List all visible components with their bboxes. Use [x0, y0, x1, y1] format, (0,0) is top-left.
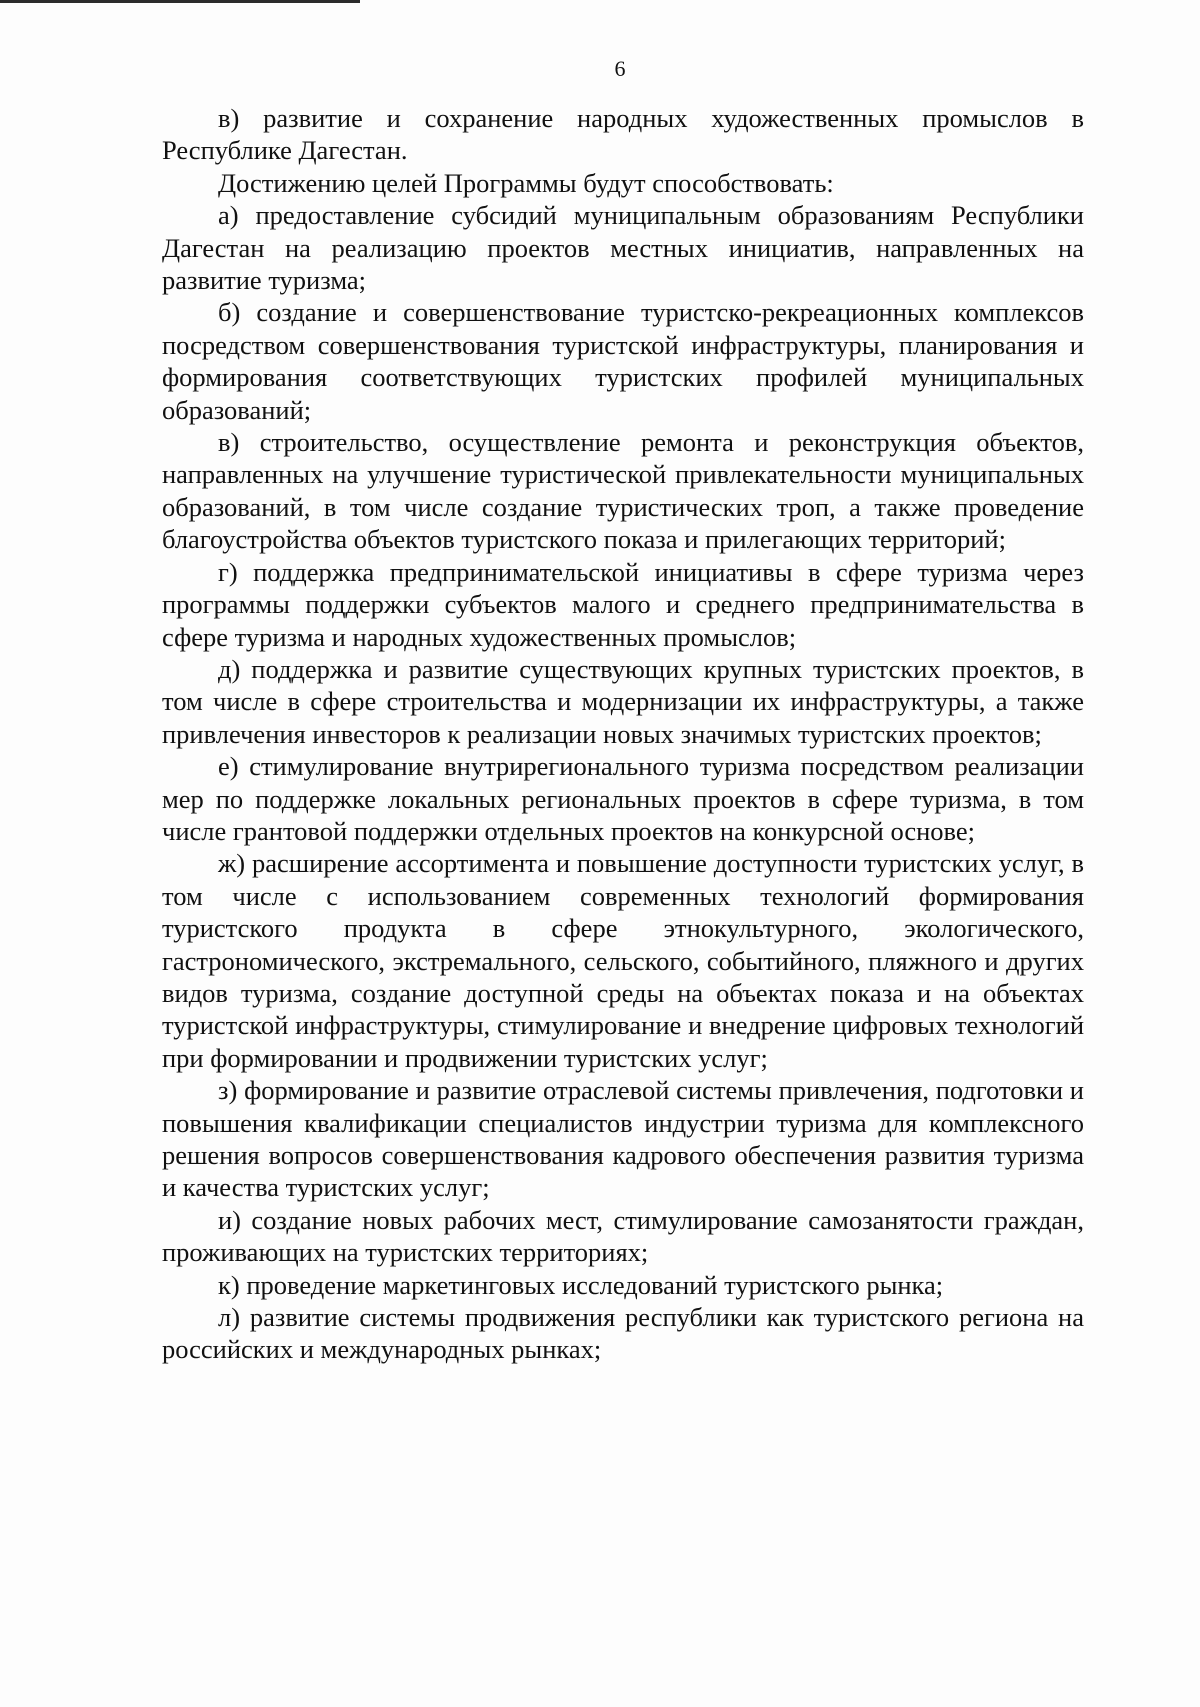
- paragraph: д) поддержка и развитие существующих крупных туристских проектов, в том числе в сфере строительства и модернизации их инфраструктуры, а также привлечения инвесторов к реализации новых значимых туристских проектов;: [162, 653, 1084, 749]
- paragraph: в) развитие и сохранение народных художественных промыслов в Республике Дагестан.: [162, 103, 1084, 166]
- paragraph: л) развитие системы продвижения республики как туристского региона на российских и международных рынках;: [162, 1302, 1084, 1365]
- paragraph: г) поддержка предпринимательской инициативы в сфере туризма через программы поддержки субъектов малого и среднего предпринимательства в сфере туризма и народных художественных промыслов;: [162, 556, 1084, 652]
- paragraph: з) формирование и развитие отраслевой системы привлечения, подготовки и повышения квалификации специалистов индустрии туризма для комплексного решения вопросов совершенствования кадрового обеспечения развития туризма и качества туристских услуг;: [162, 1075, 1084, 1203]
- page-number: 6: [614, 56, 626, 81]
- paragraph: Достижению целей Программы будут способствовать:: [218, 167, 834, 198]
- paragraph: б) создание и совершенствование туристско-рекреационных комплексов посредством совершенствования туристской инфраструктуры, планирования и формирования соответствующих туристских профилей муниципальных образований;: [162, 297, 1084, 425]
- paragraph: а) предоставление субсидий муниципальным образованиям Республики Дагестан на реализацию проектов местных инициатив, направленных на развитие туризма;: [162, 200, 1084, 296]
- paragraph: ж) расширение ассортимента и повышение доступности туристских услуг, в том числе с использованием современных технологий формирования туристского продукта в сфере этнокультурного, экологического, гастрономического, экстремального, сельского, событийного, пляжного и других видов туризма, создание доступной среды на объектах показа и на объектах туристской инфраструктуры, стимулирование и внедрение цифровых технологий при формировании и продвижении туристских услуг;: [162, 848, 1084, 1073]
- document-body: [162, 102, 1084, 1366]
- paragraph: е) стимулирование внутрирегионального туризма посредством реализации мер по поддержке локальных региональных проектов в сфере туризма, в том числе грантовой поддержки отдельных проектов на конкурсной основе;: [162, 751, 1084, 846]
- paragraph: и) создание новых рабочих мест, стимулирование самозанятости граждан, проживающих на туристских территориях;: [162, 1204, 1084, 1268]
- scan-edge-artifact: [0, 0, 360, 3]
- paragraph: в) строительство, осуществление ремонта и реконструкция объектов, направленных на улучшение туристической привлекательности муниципальных образований, в том числе создание туристических троп, а также проведение благоустройства объектов туристского показа и прилегающих территорий;: [162, 427, 1084, 555]
- paragraph: к) проведение маркетинговых исследований туристского рынка;: [218, 1269, 944, 1300]
